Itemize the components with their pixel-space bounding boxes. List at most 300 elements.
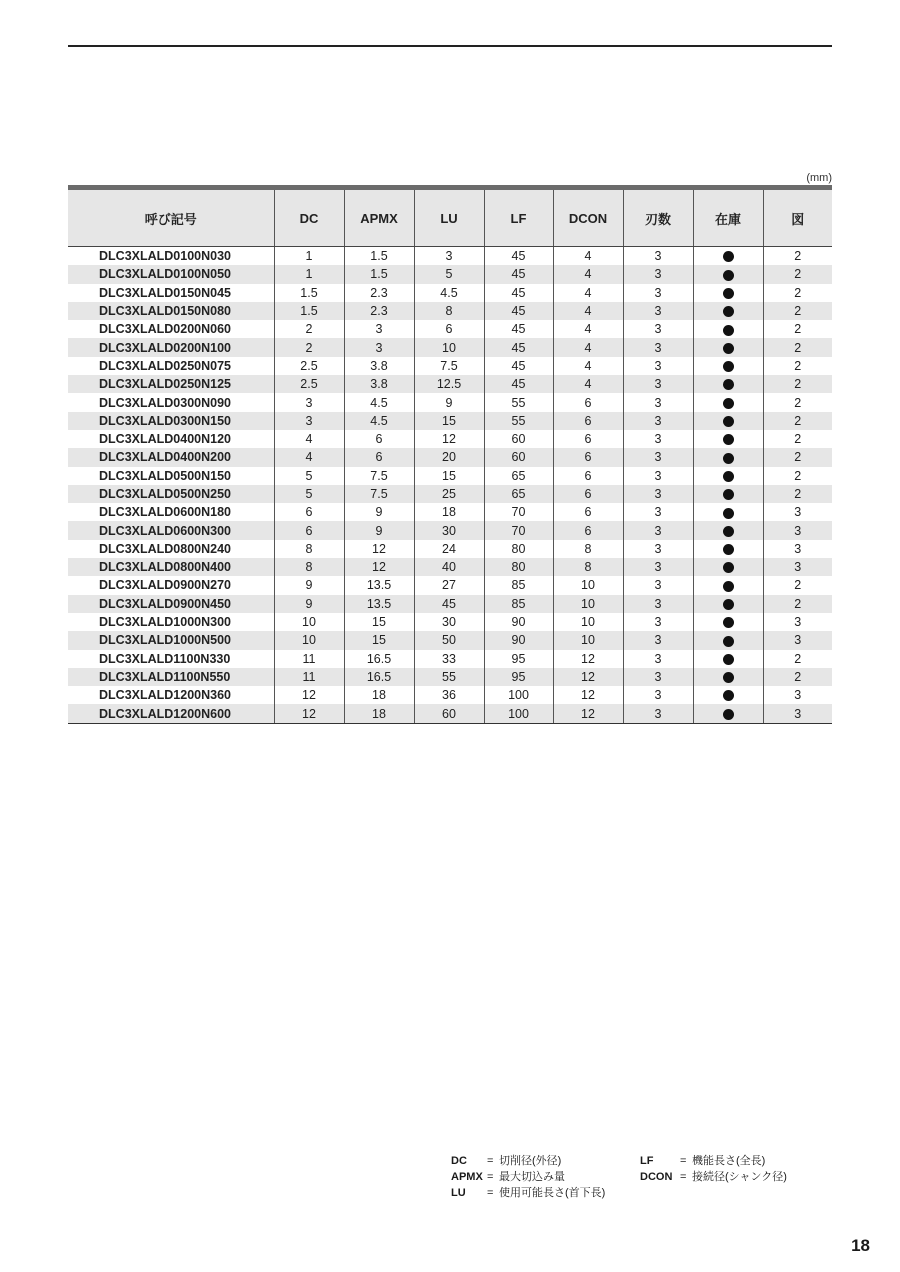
cell-dc: 1.5 [274, 284, 344, 302]
cell-dc: 1.5 [274, 302, 344, 320]
stock-dot-icon [723, 599, 734, 610]
cell-apmx: 15 [344, 631, 414, 649]
cell-code: DLC3XLALD0100N050 [68, 265, 274, 283]
cell-figure: 2 [763, 650, 832, 668]
cell-dcon: 12 [553, 650, 623, 668]
cell-lf: 60 [484, 448, 553, 466]
cell-dcon: 6 [553, 467, 623, 485]
col-header-lu: LU [414, 188, 484, 247]
cell-code: DLC3XLALD0200N060 [99, 322, 231, 337]
cell-teeth: 3 [623, 265, 693, 283]
cell-stock [693, 320, 763, 338]
cell-dcon: 10 [553, 613, 623, 631]
cell-stock [693, 631, 763, 649]
cell-lu: 50 [414, 631, 484, 649]
cell-dc: 5 [274, 485, 344, 503]
cell-teeth: 3 [623, 650, 693, 668]
cell-lu: 60 [414, 704, 484, 723]
cell-apmx: 3 [344, 338, 414, 356]
cell-teeth: 3 [623, 412, 693, 430]
cell-teeth: 3 [623, 613, 693, 631]
cell-stock [693, 595, 763, 613]
stock-dot-icon [723, 270, 734, 281]
cell-figure: 2 [763, 247, 832, 266]
cell-code: DLC3XLALD0500N150 [99, 468, 231, 483]
legend-desc: 使用可能長さ(首下長) [499, 1187, 606, 1199]
cell-dcon: 6 [553, 448, 623, 466]
cell-lf: 45 [484, 247, 553, 266]
cell-teeth: 3 [623, 668, 693, 686]
legend-item [451, 1153, 605, 1169]
legend-right [640, 1153, 787, 1185]
cell-stock [693, 265, 763, 283]
table-body [68, 247, 832, 724]
cell-lu: 8 [414, 302, 484, 320]
legend-desc: 最大切込み量 [499, 1171, 565, 1183]
col-header-dcon: DCON [553, 188, 623, 247]
cell-lf: 95 [484, 650, 553, 668]
cell-dc: 2 [274, 320, 344, 338]
legend-equals: = [487, 1187, 494, 1199]
cell-lf: 55 [484, 412, 553, 430]
cell-code: DLC3XLALD1200N600 [68, 704, 274, 723]
stock-dot-icon [723, 288, 734, 299]
cell-teeth: 3 [623, 430, 693, 448]
cell-lu: 18 [414, 503, 484, 521]
legend-desc: 接続径(シャンク径) [692, 1171, 787, 1183]
cell-figure: 2 [763, 393, 832, 411]
cell-lf: 100 [484, 686, 553, 704]
cell-dc: 2.5 [274, 375, 344, 393]
cell-teeth: 3 [623, 375, 693, 393]
cell-dc: 12 [274, 686, 344, 704]
cell-stock [693, 686, 763, 704]
cell-code: DLC3XLALD1200N360 [99, 688, 231, 703]
cell-stock [693, 613, 763, 631]
cell-stock [693, 467, 763, 485]
cell-dc: 8 [274, 540, 344, 558]
col-header-stock: 在庫 [693, 188, 763, 247]
cell-dcon: 6 [553, 412, 623, 430]
cell-code: DLC3XLALD0600N180 [99, 505, 231, 520]
cell-lu: 12 [414, 430, 484, 448]
cell-lu: 25 [414, 485, 484, 503]
cell-dcon: 10 [553, 595, 623, 613]
cell-apmx: 18 [344, 704, 414, 723]
cell-lu: 12.5 [414, 375, 484, 393]
table-row [68, 540, 832, 558]
cell-figure: 2 [763, 338, 832, 356]
legend-key: APMX [451, 1171, 483, 1183]
cell-figure: 3 [763, 503, 832, 521]
page-number: 18 [851, 1236, 870, 1255]
cell-stock [693, 412, 763, 430]
product-table [68, 185, 832, 724]
cell-lu: 4.5 [414, 284, 484, 302]
cell-apmx: 4.5 [344, 393, 414, 411]
cell-figure: 3 [763, 704, 832, 723]
cell-figure: 3 [763, 558, 832, 576]
cell-apmx: 16.5 [344, 650, 414, 668]
cell-lf: 90 [484, 613, 553, 631]
cell-lu: 55 [414, 668, 484, 686]
cell-lf: 85 [484, 595, 553, 613]
cell-lf: 70 [484, 503, 553, 521]
cell-figure: 2 [763, 265, 832, 283]
cell-lu: 15 [414, 467, 484, 485]
cell-lu: 10 [414, 338, 484, 356]
cell-lf: 80 [484, 540, 553, 558]
table-row [68, 375, 832, 393]
cell-dc: 11 [274, 650, 344, 668]
stock-dot-icon [723, 306, 734, 317]
table-row [68, 558, 832, 576]
table-row [68, 393, 832, 411]
cell-teeth: 3 [623, 704, 693, 723]
cell-stock [693, 521, 763, 539]
cell-dcon: 8 [553, 540, 623, 558]
cell-dc: 11 [274, 668, 344, 686]
cell-dcon: 4 [553, 265, 623, 283]
cell-apmx: 4.5 [344, 412, 414, 430]
cell-figure: 2 [763, 302, 832, 320]
cell-apmx: 12 [344, 540, 414, 558]
legend-key: DC [451, 1155, 467, 1167]
cell-apmx: 3.8 [344, 375, 414, 393]
cell-dcon: 6 [553, 485, 623, 503]
stock-dot-icon [723, 562, 734, 573]
stock-dot-icon [723, 398, 734, 409]
cell-lu: 3 [414, 247, 484, 266]
cell-lu: 45 [414, 595, 484, 613]
stock-dot-icon [723, 471, 734, 482]
cell-lu: 27 [414, 576, 484, 594]
cell-figure: 3 [763, 613, 832, 631]
cell-dc: 6 [274, 521, 344, 539]
cell-code: DLC3XLALD0900N270 [99, 578, 231, 593]
cell-lf: 65 [484, 467, 553, 485]
cell-figure: 2 [763, 467, 832, 485]
table-row [68, 576, 832, 594]
table-row [68, 338, 832, 356]
table-row [68, 284, 832, 302]
col-header-teeth: 刃数 [623, 188, 693, 247]
cell-code: DLC3XLALD0150N045 [99, 285, 231, 300]
cell-dcon: 12 [553, 668, 623, 686]
cell-figure: 2 [763, 430, 832, 448]
cell-teeth: 3 [623, 521, 693, 539]
table-row [68, 430, 832, 448]
table-row [68, 631, 832, 649]
cell-apmx: 16.5 [344, 668, 414, 686]
cell-lu: 20 [414, 448, 484, 466]
col-header-dc: DC [274, 188, 344, 247]
cell-stock [693, 430, 763, 448]
cell-lf: 55 [484, 393, 553, 411]
cell-apmx: 1.5 [344, 265, 414, 283]
cell-stock [693, 558, 763, 576]
top-rule [68, 45, 832, 47]
stock-dot-icon [723, 416, 734, 427]
cell-teeth: 3 [623, 357, 693, 375]
cell-figure: 2 [763, 284, 832, 302]
stock-dot-icon [723, 544, 734, 555]
cell-lf: 45 [484, 357, 553, 375]
cell-teeth: 3 [623, 503, 693, 521]
cell-lu: 5 [414, 265, 484, 283]
cell-figure: 2 [763, 412, 832, 430]
cell-lf: 45 [484, 302, 553, 320]
cell-dc: 3 [274, 393, 344, 411]
cell-stock [693, 284, 763, 302]
stock-dot-icon [723, 343, 734, 354]
cell-lu: 30 [414, 521, 484, 539]
cell-stock [693, 485, 763, 503]
legend-equals: = [680, 1171, 687, 1183]
product-table-wrap [68, 185, 832, 724]
cell-teeth: 3 [623, 558, 693, 576]
cell-dcon: 4 [553, 247, 623, 266]
cell-lu: 15 [414, 412, 484, 430]
legend-equals: = [487, 1171, 494, 1183]
stock-dot-icon [723, 690, 734, 701]
cell-dcon: 12 [553, 704, 623, 723]
stock-dot-icon [723, 654, 734, 665]
stock-dot-icon [723, 489, 734, 500]
table-row [68, 521, 832, 539]
cell-dc: 10 [274, 613, 344, 631]
table-row [68, 357, 832, 375]
cell-code: DLC3XLALD0250N075 [99, 358, 231, 373]
cell-apmx: 7.5 [344, 467, 414, 485]
unit-note: (mm) [806, 172, 832, 184]
cell-dc: 4 [274, 430, 344, 448]
stock-dot-icon [723, 526, 734, 537]
cell-stock [693, 540, 763, 558]
cell-code: DLC3XLALD1100N550 [68, 668, 274, 686]
cell-code: DLC3XLALD0300N150 [68, 412, 274, 430]
cell-dcon: 10 [553, 576, 623, 594]
cell-apmx: 13.5 [344, 576, 414, 594]
cell-dcon: 6 [553, 430, 623, 448]
cell-lu: 24 [414, 540, 484, 558]
cell-dcon: 4 [553, 284, 623, 302]
cell-lf: 45 [484, 284, 553, 302]
cell-code: DLC3XLALD0500N250 [68, 485, 274, 503]
cell-lu: 30 [414, 613, 484, 631]
cell-teeth: 3 [623, 485, 693, 503]
cell-teeth: 3 [623, 631, 693, 649]
cell-lu: 36 [414, 686, 484, 704]
cell-dc: 9 [274, 595, 344, 613]
cell-apmx: 9 [344, 521, 414, 539]
cell-stock [693, 503, 763, 521]
cell-teeth: 3 [623, 686, 693, 704]
cell-stock [693, 393, 763, 411]
cell-figure: 2 [763, 668, 832, 686]
stock-dot-icon [723, 508, 734, 519]
table-row [68, 595, 832, 613]
stock-dot-icon [723, 617, 734, 628]
cell-dcon: 6 [553, 521, 623, 539]
table-row [68, 467, 832, 485]
cell-teeth: 3 [623, 467, 693, 485]
cell-figure: 2 [763, 448, 832, 466]
cell-apmx: 2.3 [344, 284, 414, 302]
cell-dcon: 4 [553, 375, 623, 393]
cell-figure: 2 [763, 485, 832, 503]
legend-item [451, 1185, 605, 1201]
cell-teeth: 3 [623, 284, 693, 302]
table-row [68, 485, 832, 503]
table-row [68, 668, 832, 686]
legend-equals: = [680, 1155, 687, 1167]
cell-apmx: 6 [344, 430, 414, 448]
cell-code: DLC3XLALD0400N120 [99, 432, 231, 447]
stock-dot-icon [723, 636, 734, 647]
stock-dot-icon [723, 251, 734, 262]
cell-teeth: 3 [623, 247, 693, 266]
table-row [68, 320, 832, 338]
table-row [68, 704, 832, 723]
table-header-row [68, 188, 832, 247]
cell-lf: 45 [484, 375, 553, 393]
legend-item [451, 1169, 605, 1185]
cell-code: DLC3XLALD0900N450 [68, 595, 274, 613]
cell-code: DLC3XLALD1100N330 [99, 651, 231, 666]
cell-stock [693, 576, 763, 594]
table-row [68, 412, 832, 430]
cell-lu: 7.5 [414, 357, 484, 375]
legend-item [640, 1169, 787, 1185]
cell-lf: 80 [484, 558, 553, 576]
cell-dc: 1 [274, 265, 344, 283]
legend-item [640, 1153, 787, 1169]
col-header-figure: 図 [763, 188, 832, 247]
table-row [68, 503, 832, 521]
cell-code: DLC3XLALD0400N200 [68, 448, 274, 466]
legend-desc: 機能長さ(全長) [692, 1155, 766, 1167]
cell-teeth: 3 [623, 540, 693, 558]
legend-key: DCON [640, 1171, 673, 1183]
cell-dc: 12 [274, 704, 344, 723]
cell-lu: 33 [414, 650, 484, 668]
table-row [68, 650, 832, 668]
cell-lf: 60 [484, 430, 553, 448]
cell-apmx: 1.5 [344, 247, 414, 266]
cell-figure: 3 [763, 521, 832, 539]
stock-dot-icon [723, 361, 734, 372]
cell-dc: 9 [274, 576, 344, 594]
cell-code: DLC3XLALD0200N100 [68, 338, 274, 356]
col-header-code: 呼び記号 [68, 188, 274, 247]
cell-dcon: 4 [553, 357, 623, 375]
legend-equals: = [487, 1155, 494, 1167]
cell-teeth: 3 [623, 320, 693, 338]
cell-dc: 5 [274, 467, 344, 485]
cell-code: DLC3XLALD0600N300 [68, 521, 274, 539]
cell-code: DLC3XLALD0150N080 [68, 302, 274, 320]
cell-stock [693, 375, 763, 393]
table-row [68, 448, 832, 466]
cell-dcon: 4 [553, 320, 623, 338]
cell-lf: 45 [484, 265, 553, 283]
stock-dot-icon [723, 672, 734, 683]
cell-apmx: 2.3 [344, 302, 414, 320]
cell-lf: 70 [484, 521, 553, 539]
cell-stock [693, 338, 763, 356]
cell-stock [693, 704, 763, 723]
table-row [68, 247, 832, 266]
cell-teeth: 3 [623, 302, 693, 320]
cell-figure: 2 [763, 375, 832, 393]
stock-dot-icon [723, 709, 734, 720]
cell-code: DLC3XLALD0800N240 [99, 541, 231, 556]
cell-apmx: 6 [344, 448, 414, 466]
cell-figure: 2 [763, 595, 832, 613]
cell-dc: 6 [274, 503, 344, 521]
cell-dc: 2.5 [274, 357, 344, 375]
legend-left [451, 1153, 605, 1201]
cell-dc: 10 [274, 631, 344, 649]
col-header-apmx: APMX [344, 188, 414, 247]
cell-lf: 90 [484, 631, 553, 649]
cell-dcon: 4 [553, 302, 623, 320]
cell-lf: 85 [484, 576, 553, 594]
cell-apmx: 7.5 [344, 485, 414, 503]
col-header-lf: LF [484, 188, 553, 247]
cell-figure: 2 [763, 320, 832, 338]
cell-lf: 95 [484, 668, 553, 686]
cell-code: DLC3XLALD1000N300 [99, 615, 231, 630]
cell-lf: 45 [484, 338, 553, 356]
cell-apmx: 13.5 [344, 595, 414, 613]
legend-key: LF [640, 1155, 654, 1167]
cell-dc: 4 [274, 448, 344, 466]
cell-lu: 9 [414, 393, 484, 411]
table-row [68, 265, 832, 283]
cell-teeth: 3 [623, 448, 693, 466]
cell-dcon: 10 [553, 631, 623, 649]
cell-dcon: 6 [553, 393, 623, 411]
table-row [68, 302, 832, 320]
cell-stock [693, 357, 763, 375]
cell-apmx: 12 [344, 558, 414, 576]
cell-apmx: 9 [344, 503, 414, 521]
cell-teeth: 3 [623, 338, 693, 356]
cell-lf: 100 [484, 704, 553, 723]
cell-lf: 65 [484, 485, 553, 503]
cell-apmx: 15 [344, 613, 414, 631]
cell-dc: 8 [274, 558, 344, 576]
cell-code: DLC3XLALD0800N400 [68, 558, 274, 576]
cell-lu: 6 [414, 320, 484, 338]
cell-figure: 3 [763, 686, 832, 704]
cell-figure: 2 [763, 357, 832, 375]
cell-stock [693, 650, 763, 668]
cell-code: DLC3XLALD0100N030 [99, 249, 231, 264]
legend-key: LU [451, 1187, 466, 1199]
cell-figure: 2 [763, 576, 832, 594]
cell-dc: 1 [274, 247, 344, 266]
cell-teeth: 3 [623, 576, 693, 594]
table-row [68, 613, 832, 631]
cell-lf: 45 [484, 320, 553, 338]
stock-dot-icon [723, 379, 734, 390]
cell-code: DLC3XLALD0300N090 [99, 395, 231, 410]
cell-dcon: 8 [553, 558, 623, 576]
cell-dcon: 12 [553, 686, 623, 704]
